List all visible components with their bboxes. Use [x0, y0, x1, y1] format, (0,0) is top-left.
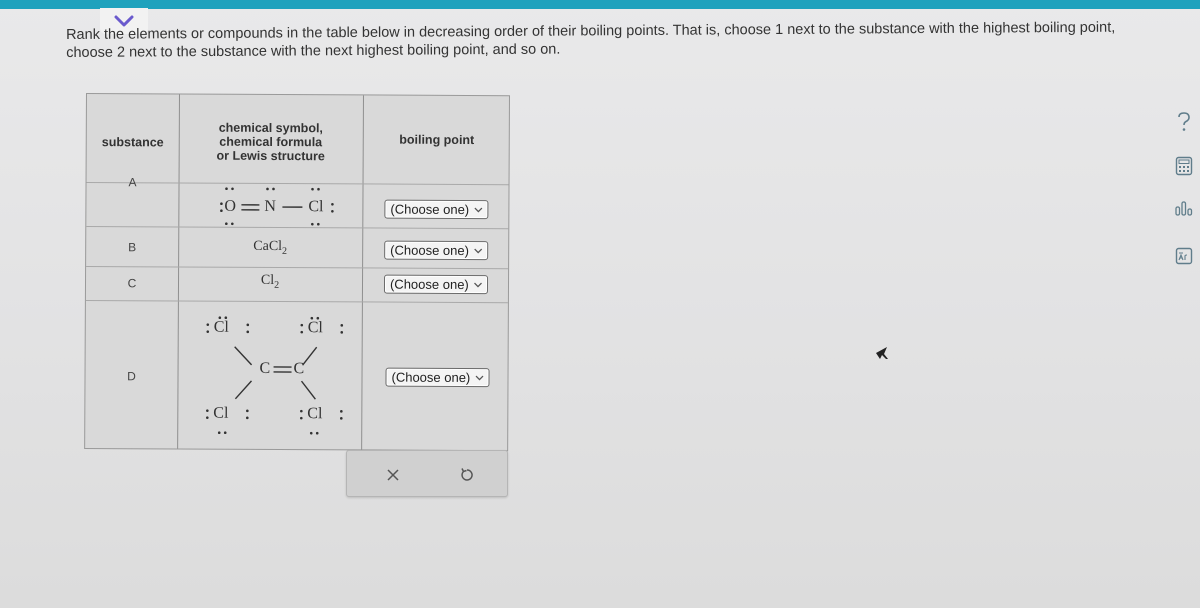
chevron-down-icon: [474, 373, 484, 382]
nocl-oxygen: O: [224, 197, 237, 215]
instructions-text: Rank the elements or compounds in the table below in decreasing order of their boiling points. That is, choose 1 next to the substance with the highest boiling point, choose 2 next to the substance with the next highest boiling point, and so on.: [66, 19, 1116, 61]
header-formula-line3: or Lewis structure: [216, 148, 325, 164]
ranking-table: [84, 93, 510, 451]
boiling-select-a[interactable]: [384, 200, 488, 220]
row-letter-d: D: [127, 369, 136, 384]
header-formula: [179, 120, 363, 163]
select-d-value: (Choose one): [391, 369, 471, 386]
data-chart-button[interactable]: [1172, 196, 1196, 220]
question-icon: [1175, 111, 1193, 133]
mouse-cursor-icon: [875, 346, 889, 365]
nocl-chlorine: Cl: [308, 198, 324, 216]
c2cl4-chlorine-bottom-right: Cl: [307, 405, 323, 423]
row-divider: [86, 300, 508, 303]
chevron-down-icon: [473, 246, 483, 255]
select-c-value: (Choose one): [389, 276, 469, 293]
c2cl4-chlorine-top-left: Cl: [213, 318, 229, 336]
row-letter-b: B: [128, 240, 137, 255]
select-b-value: (Choose one): [390, 242, 470, 259]
formula-cl2-base: Cl: [260, 272, 275, 288]
clear-button[interactable]: [381, 463, 405, 487]
chevron-down-icon: [473, 205, 483, 214]
calculator-button[interactable]: [1172, 154, 1196, 178]
formula-cl2-subscript: 2: [274, 279, 280, 291]
nocl-nitrogen: N: [264, 197, 277, 215]
lewis-structure-c2cl4: [177, 304, 362, 445]
undo-button[interactable]: [455, 463, 479, 487]
undo-icon: [459, 467, 475, 483]
c2cl4-carbon-left: C: [259, 359, 271, 377]
formula-cacl2-base: CaCl: [253, 238, 283, 255]
help-button[interactable]: [1172, 110, 1196, 134]
header-formula-line1: chemical symbol,: [218, 120, 323, 136]
chevron-down-icon: [473, 280, 483, 289]
formula-cacl2: [178, 238, 362, 257]
formula-cl2: [178, 272, 362, 291]
select-a-value: (Choose one): [390, 201, 470, 218]
header-boiling-point: boiling point: [399, 132, 475, 148]
header-formula-line2: chemical formula: [219, 134, 323, 150]
top-accent-bar: [0, 0, 1200, 9]
bar-chart-icon: [1174, 199, 1194, 217]
c2cl4-chlorine-top-right: Cl: [307, 319, 323, 337]
formula-cacl2-subscript: 2: [282, 245, 288, 257]
row-letter-c: C: [127, 276, 137, 291]
periodic-table-icon: [1175, 247, 1193, 265]
header-substance: substance: [101, 135, 164, 150]
c2cl4-chlorine-bottom-left: Cl: [213, 404, 229, 422]
periodic-table-button[interactable]: [1172, 244, 1196, 268]
row-letter-a: A: [128, 175, 137, 190]
boiling-select-b[interactable]: [384, 241, 488, 261]
boiling-select-c[interactable]: [384, 275, 488, 295]
x-icon: [386, 468, 400, 482]
calculator-icon: [1175, 156, 1193, 176]
boiling-select-d[interactable]: [385, 368, 489, 388]
c2cl4-carbon-right: C: [293, 360, 305, 378]
lewis-structure-nocl: [178, 178, 362, 227]
row-divider: [86, 266, 508, 269]
answer-action-bar: [346, 450, 508, 497]
